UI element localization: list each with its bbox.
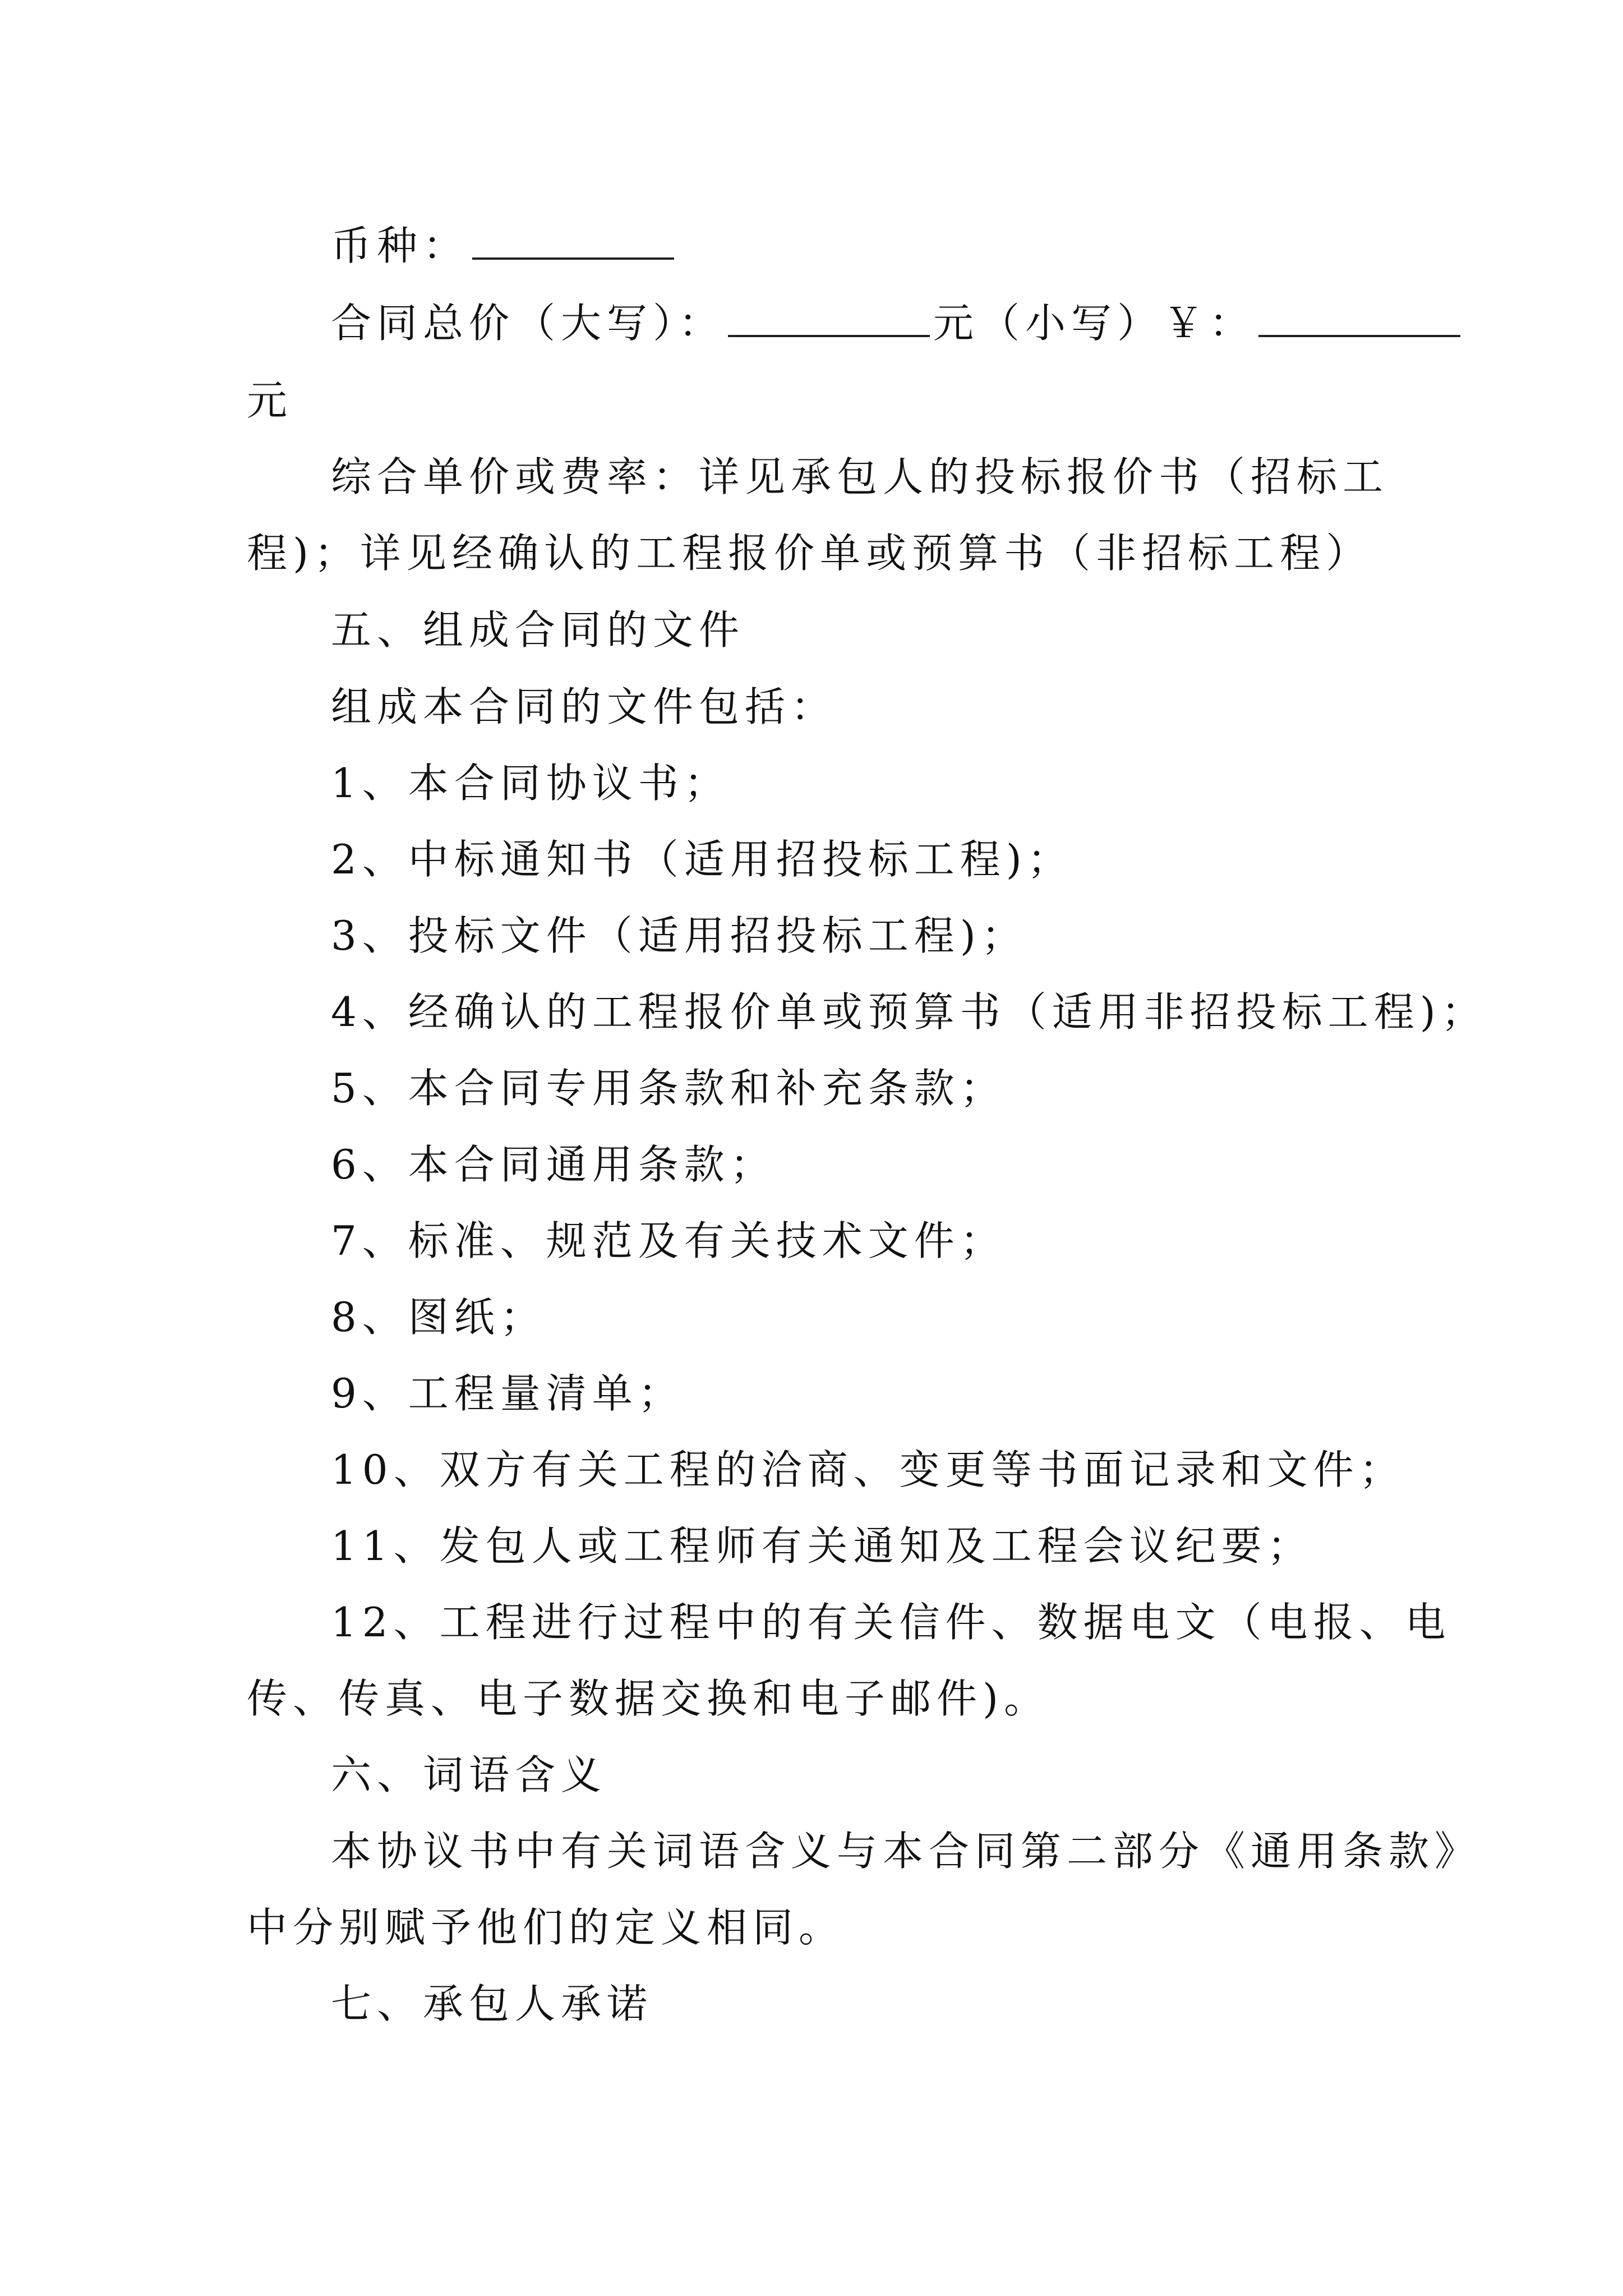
section-7-title: 七、承包人承诺 (331, 1980, 653, 2027)
total-price-label: 合同总价（大写）： (331, 300, 725, 347)
section-6-line-1: 本协议书中有关词语含义与本合同第二部分《通用条款》 (331, 1828, 1481, 1875)
list-item: 9、工程量清单； (331, 1370, 684, 1417)
list-item: 11、发包人或工程师有关通知及工程会议纪要； (331, 1522, 1313, 1570)
list-item: 1、本合同协议书； (331, 760, 730, 807)
list-item: 3、投标文件（适用招投标工程)； (331, 912, 1027, 959)
currency-label: 币种： (331, 222, 469, 269)
list-item: 10、双方有关工程的洽商、变更等书面记录和文件； (331, 1446, 1405, 1493)
list-item: 8、图纸； (331, 1294, 546, 1341)
total-price-unit-1: 元（小写）￥： (933, 300, 1256, 347)
total-price-lower-blank (1258, 301, 1460, 337)
list-item: 4、经确认的工程报价单或预算书（适用非招投标工程)； (331, 988, 1487, 1036)
unit-price-line-2: 程)；详见经确认的工程报价单或预算书（非招标工程） (247, 530, 1372, 577)
unit-price-line-1: 综合单价或费率：详见承包人的投标报价书（招标工 (331, 453, 1389, 500)
currency-line (331, 213, 677, 272)
list-item-12-line-2: 传、传真、电子数据交换和电子邮件)。 (247, 1675, 1050, 1722)
currency-blank (472, 224, 674, 260)
section-6-title: 六、词语含义 (331, 1751, 607, 1798)
list-item-12-line-1: 12、工程进行过程中的有关信件、数据电文（电报、电 (331, 1599, 1451, 1646)
total-price-upper-blank (728, 301, 930, 337)
section-5-intro: 组成本合同的文件包括： (331, 683, 837, 730)
total-price-line (331, 291, 1464, 349)
list-item: 2、中标通知书（适用招投标工程)； (331, 836, 1073, 883)
list-item: 5、本合同专用条款和补充条款； (331, 1065, 1006, 1112)
list-item: 6、本合同通用条款； (331, 1141, 776, 1188)
total-price-unit-2: 元 (247, 377, 293, 424)
section-5-title: 五、组成合同的文件 (331, 606, 745, 654)
list-item: 7、标准、规范及有关技术文件； (331, 1217, 1006, 1264)
section-6-line-2: 中分别赋予他们的定义相同。 (247, 1904, 845, 1951)
